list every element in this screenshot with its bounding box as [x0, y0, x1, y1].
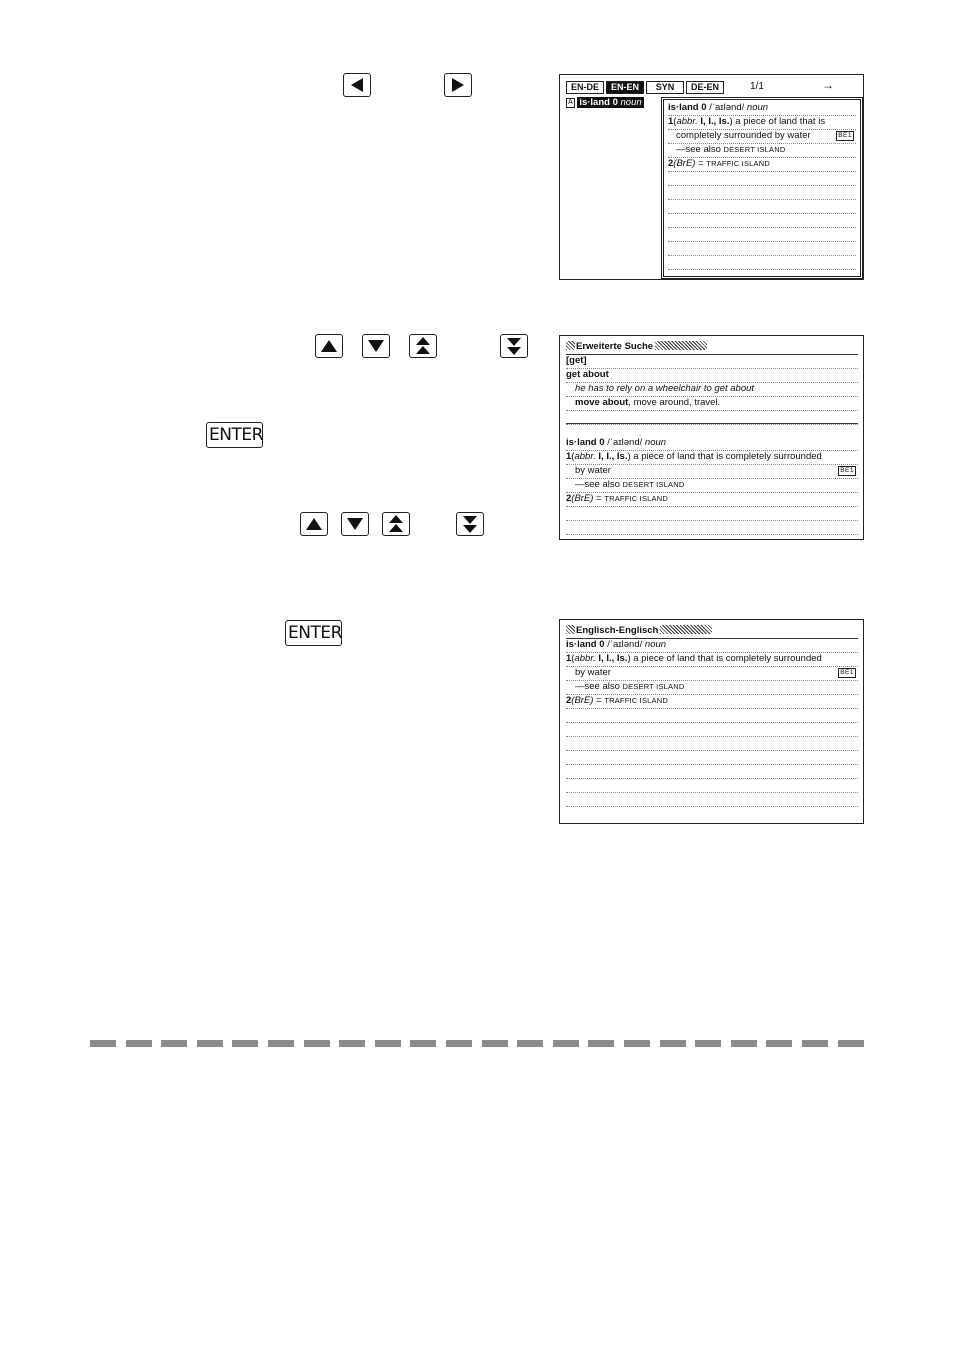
screen-title: Englisch-Englisch	[576, 625, 659, 636]
popup-pron: /ˈaɪlənd/	[709, 102, 745, 113]
blank-line	[566, 778, 858, 793]
see-also-line	[566, 680, 858, 695]
see-also-label: —see also	[676, 144, 721, 155]
blank-line	[668, 171, 856, 186]
sense1-line: 1(abbr. I, I., Is.) a piece of land that is completely surrounded	[566, 450, 858, 465]
region-label: (BrE)	[673, 158, 696, 169]
page-down-icon	[457, 513, 483, 535]
phrase-text: get about	[566, 369, 609, 380]
sense1-line: 1(abbr. I, I., Is.) a piece of land that is completely surrounded	[566, 652, 858, 667]
screen-english-english	[559, 619, 864, 824]
sense-number: 2	[566, 695, 572, 706]
sense1-cont-line	[566, 464, 858, 479]
sense-number: 1	[668, 116, 674, 127]
abbr-label: abbr.	[676, 116, 698, 127]
example-line	[566, 382, 858, 397]
page-up-key[interactable]	[409, 334, 437, 358]
title-hatch-icon	[566, 625, 575, 634]
page-up-icon	[410, 335, 436, 357]
synonym-rest: , move around, travel.	[628, 397, 721, 408]
list-entry-pos: noun	[620, 97, 642, 108]
list-entry-word: is·land 0	[579, 97, 618, 108]
pronunciation: /ˈaɪlənd/	[607, 639, 643, 650]
left-arrow-icon	[344, 74, 370, 96]
screen-title-bar	[566, 340, 858, 355]
separator-dash	[232, 1040, 258, 1047]
enter-key[interactable]: ENTER	[206, 422, 263, 448]
tab-de-en[interactable]: DE-EN	[686, 81, 724, 94]
definition-text: by water	[575, 465, 611, 476]
separator-dash	[624, 1040, 650, 1047]
synonym-line	[566, 396, 858, 411]
separator-dash	[838, 1040, 864, 1047]
separator-dash	[553, 1040, 579, 1047]
next-arrow-icon: →	[822, 78, 834, 92]
up-key[interactable]	[300, 512, 328, 536]
blank-line	[566, 708, 858, 723]
tab-syn[interactable]: SYN	[646, 81, 684, 94]
blank-line	[566, 506, 858, 521]
separator-dash	[446, 1040, 472, 1047]
screen-extended-search	[559, 335, 864, 540]
blank-line	[566, 722, 858, 737]
screen-title-bar	[566, 624, 858, 639]
blank-line	[566, 764, 858, 779]
separator-dash	[482, 1040, 508, 1047]
separator-dash	[268, 1040, 294, 1047]
blank-line	[566, 736, 858, 751]
sense2-line	[566, 694, 858, 709]
left-key[interactable]	[343, 73, 371, 97]
query-text: [get]	[566, 355, 587, 366]
blank-line	[668, 199, 856, 214]
see-also-link[interactable]: DESERT ISLAND	[622, 682, 685, 691]
separator-dash	[339, 1040, 365, 1047]
entry-popup	[663, 99, 861, 277]
list-marker: A	[568, 99, 573, 106]
down-arrow-icon	[363, 335, 389, 357]
definition-text: completely surrounded by water	[676, 130, 811, 141]
tab-en-de[interactable]: EN-DE	[566, 81, 604, 94]
abbr-forms: I, I., Is.	[598, 451, 628, 462]
abbr-forms: I, I., Is.	[598, 653, 628, 664]
region-label: (BrE)	[571, 695, 594, 706]
example-text: he has to rely on a wheelchair to get about	[575, 383, 755, 394]
down-key[interactable]	[362, 334, 390, 358]
part-of-speech: noun	[644, 639, 667, 650]
popup-sense2-line	[668, 157, 856, 172]
popup-sense1-line	[668, 115, 856, 130]
see-also-label: —see also	[575, 681, 620, 692]
cross-ref-link[interactable]: TRAFFIC ISLAND	[706, 159, 770, 168]
query-line	[566, 354, 858, 369]
up-key[interactable]	[315, 334, 343, 358]
title-hatch-icon	[655, 341, 707, 350]
list-entry[interactable]	[566, 97, 644, 108]
level-badge: BE1	[840, 467, 854, 474]
separator-dash	[766, 1040, 792, 1047]
blank-line	[566, 520, 858, 535]
definition-text: a piece of land that is	[735, 116, 826, 127]
separator-dash	[660, 1040, 686, 1047]
page-down-icon	[501, 335, 527, 357]
headword: is·land 0	[566, 437, 605, 448]
title-hatch-icon	[660, 625, 712, 634]
definition-text: a piece of land that is completely surrounded	[633, 451, 822, 462]
page-indicator: 1/1	[750, 81, 764, 92]
see-also-link[interactable]: DESERT ISLAND	[622, 480, 685, 489]
headword: is·land 0	[566, 639, 605, 650]
blank-line	[668, 213, 856, 228]
see-also-label: —see also	[575, 479, 620, 490]
abbr-forms: I, I., Is.	[700, 116, 730, 127]
page-down-key[interactable]	[456, 512, 484, 536]
see-also-link[interactable]: DESERT ISLAND	[723, 145, 786, 154]
sense-number: 1	[566, 451, 572, 462]
equals-sign: =	[698, 158, 704, 169]
paren: )	[729, 116, 733, 127]
level-badge: BE1	[838, 132, 852, 139]
definition-text: by water	[575, 667, 611, 678]
tab-en-en[interactable]: EN-EN	[606, 81, 644, 94]
page-down-key[interactable]	[500, 334, 528, 358]
blank-line	[668, 255, 856, 270]
synonym-bold: move about	[575, 397, 629, 408]
abbr-label: abbr.	[574, 653, 596, 664]
equals-sign: =	[596, 493, 602, 504]
cross-ref-link[interactable]: TRAFFIC ISLAND	[604, 696, 668, 705]
sense-number: 2	[668, 158, 674, 169]
separator-dash	[410, 1040, 436, 1047]
region-label: (BrE)	[571, 493, 594, 504]
sense-number: 1	[566, 653, 572, 664]
up-arrow-icon	[301, 513, 327, 535]
popup-sense1-cont-line	[668, 129, 856, 144]
blank-line	[566, 750, 858, 765]
popup-see-also-line	[668, 143, 856, 158]
up-arrow-icon	[316, 335, 342, 357]
sense-number: 2	[566, 493, 572, 504]
right-arrow-icon	[445, 74, 471, 96]
separator-dash	[802, 1040, 828, 1047]
blank-line	[668, 227, 856, 242]
equals-sign: =	[596, 695, 602, 706]
separator-dash	[126, 1040, 152, 1047]
sense2-line	[566, 492, 858, 507]
definition-text: a piece of land that is completely surrounded	[633, 653, 822, 664]
separator-dash	[304, 1040, 330, 1047]
page-up-icon	[383, 513, 409, 535]
separator-dash	[375, 1040, 401, 1047]
down-key[interactable]	[341, 512, 369, 536]
separator-dash	[695, 1040, 721, 1047]
see-also-line	[566, 478, 858, 493]
separator-dash	[731, 1040, 757, 1047]
popup-pos: noun	[746, 102, 769, 113]
page-up-key[interactable]	[382, 512, 410, 536]
headword-line	[566, 436, 858, 451]
popup-headword: is·land 0	[668, 102, 707, 113]
enter-key[interactable]: ENTER	[285, 620, 342, 646]
right-key[interactable]	[444, 73, 472, 97]
headword-line	[566, 638, 858, 653]
separator-dash	[588, 1040, 614, 1047]
abbr-label: abbr.	[574, 451, 596, 462]
level-badge: BE1	[840, 669, 854, 676]
popup-headword-line	[668, 101, 856, 116]
part-of-speech: noun	[644, 437, 667, 448]
cross-ref-link[interactable]: TRAFFIC ISLAND	[604, 494, 668, 503]
blank-line	[566, 792, 858, 807]
pronunciation: /ˈaɪlənd/	[607, 437, 643, 448]
title-hatch-icon	[566, 341, 575, 350]
down-arrow-icon	[342, 513, 368, 535]
separator-dash	[517, 1040, 543, 1047]
phrase-line[interactable]	[566, 368, 858, 383]
separator-dash	[90, 1040, 116, 1047]
blank-line	[668, 185, 856, 200]
split-divider	[566, 422, 858, 424]
screen-dictionary-tabs	[559, 74, 864, 280]
separator-dash	[161, 1040, 187, 1047]
separator-dash	[197, 1040, 223, 1047]
screen-title: Erweiterte Suche	[576, 341, 654, 352]
paren: (	[673, 116, 677, 127]
sense1-cont-line	[566, 666, 858, 681]
blank-line	[668, 241, 856, 256]
